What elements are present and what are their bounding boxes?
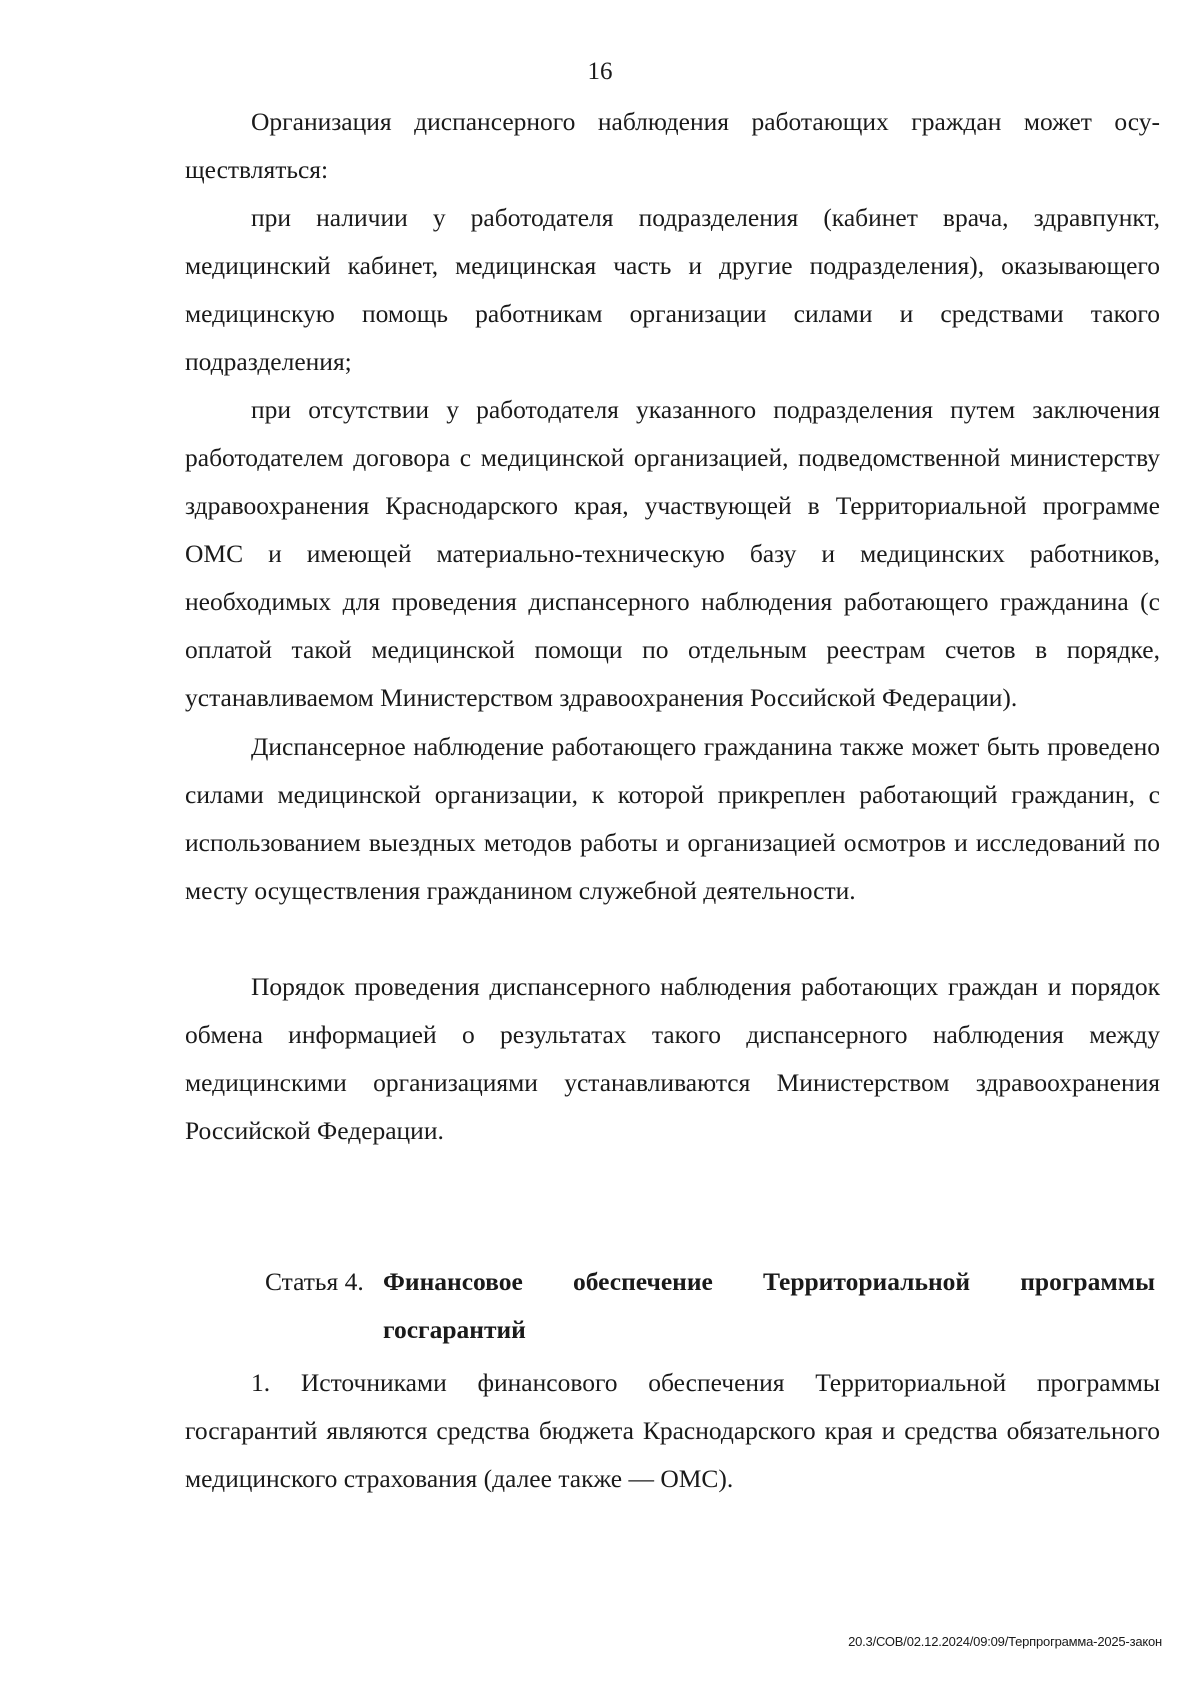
paragraph-procedure: Порядок проведения диспансерного наблюдения работающих граждан и порядок обмена информацией о результатах такого диспансерного наблюдения между медицинскими организациями устанавливаются Министерством здравоохранения Российской Федерации. bbox=[185, 972, 1160, 1145]
article-heading bbox=[265, 1258, 1160, 1354]
article-number: Статья 4. bbox=[265, 1267, 364, 1296]
article-title-line1: Финансовое обеспечение Территориальной программы bbox=[383, 1267, 1155, 1296]
paragraph-funding-sources: 1. Источниками финансового обеспечения Территориальной программы госгарантий являются средства бюджета Краснодарского края и средства обязательного медицинского страхования (далее также — ОМС). bbox=[185, 1368, 1160, 1493]
paragraph-without-subdivision: при отсутствии у работодателя указанного подразделения путем заключения работодателем договора с медицинской организацией, подведомственной министерству здравоохранения Краснодарского края, участвующей в Территориальной программе ОМС и имеющей материально-техническую базу и медицинских работников, необходимых для проведения диспансерного наблюдения работающего гражданина (с оплатой такой медицинской помощи по отдельным реестрам счетов в порядке, устанавливаемом Министерством здравоохранения Российской Федерации). bbox=[185, 395, 1160, 712]
page-number: 16 bbox=[587, 58, 613, 85]
document-footer-code: 20.3/СОВ/02.12.2024/09:09/Терпрограмма-2025-закон bbox=[848, 1634, 1162, 1649]
paragraph-attached-organization: Диспансерное наблюдение работающего гражданина также может быть проведено силами медицинской организации, к которой прикреплен работающий гражданин, с использованием выездных методов работы и организацией осмотров и исследований по месту осуществления гражданином служебной деятельности. bbox=[185, 732, 1160, 905]
paragraph-organization: Организация диспансерного наблюдения работающих граждан может осуществляться: bbox=[185, 107, 1160, 184]
paragraph-with-subdivision: при наличии у работодателя подразделения (кабинет врача, здравпункт, медицинский кабинет, медицинская часть и другие подразделения), оказывающего медицинскую помощь работникам организации силами и средствами такого подразделения; bbox=[185, 203, 1160, 376]
article-title-line2: госгарантий bbox=[383, 1315, 526, 1344]
